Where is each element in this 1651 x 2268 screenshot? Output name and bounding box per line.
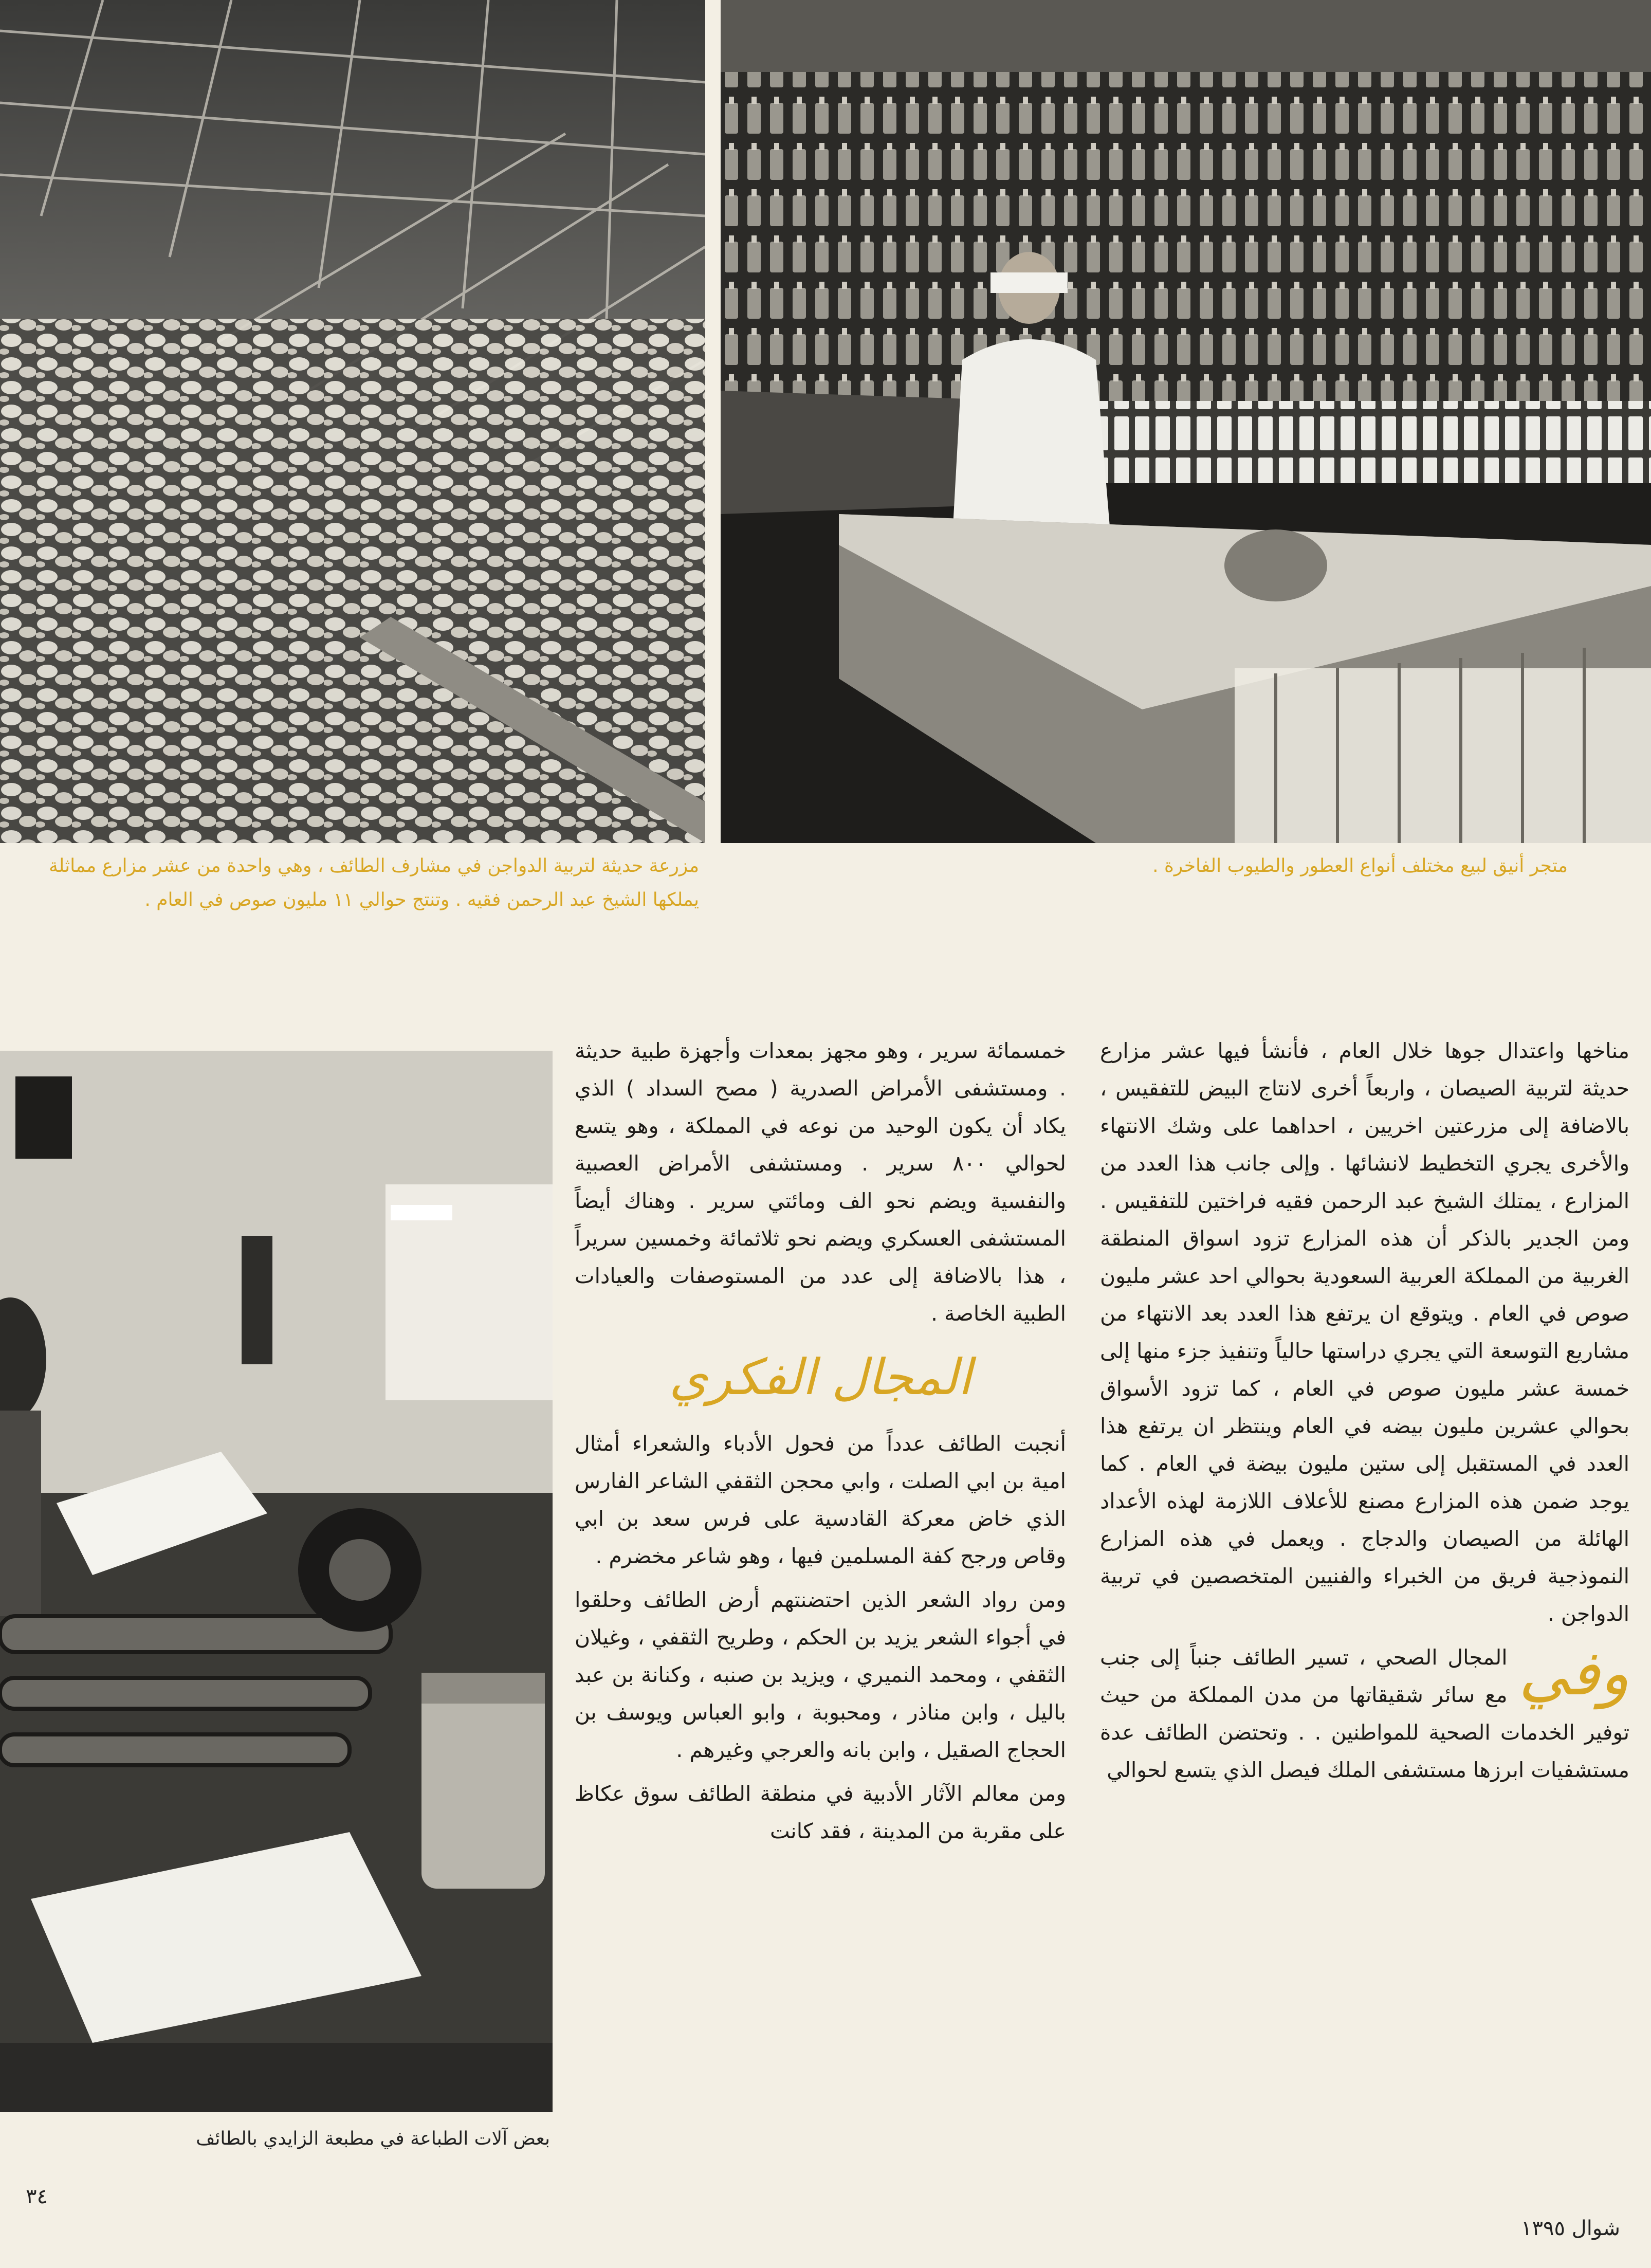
middle-paragraph-2: أنجبت الطائف عدداً من فحول الأدباء والشعراء أمثال امية بن ابي الصلت ، وابي محجن الثقفي الشاعر الفارس الذي خاض معركة القادسية على فرس سعد بن ابي وقاص ورجح كفة المسلمين فيها ، وهو شاعر مخضرم . [575, 1431, 1066, 1568]
perfume-photo-caption: متجر أنيق لبيع مختلف أنواع العطور والطيوب الفاخرة . [1152, 855, 1568, 876]
section-heading-intellectual: المجال الفكري [669, 1348, 972, 1406]
issue-date: شوال ١٣٩٥ [1520, 2217, 1620, 2240]
article-right-column [1100, 1032, 1629, 1795]
page-number: ٣٤ [26, 2185, 48, 2208]
poultry-farm-photo [0, 0, 705, 843]
article-middle-column [575, 1032, 1066, 1856]
middle-paragraph-4: ومن معالم الآثار الأدبية في منطقة الطائف سوق عكاظ على مقربة من المدينة ، فقد كانت [575, 1781, 1066, 1843]
right-paragraph-2 [1100, 1639, 1629, 1789]
middle-paragraph-3: ومن رواد الشعر الذين احتضنتهم أرض الطائف وحلقوا في أجواء الشعر يزيد بن الحكم ، وطريح الثقفي ، وغيلان الثقفي ، ومحمد النميري ، ويزيد بن صنبه ، وكنانة بن عبد باليل ، وابن مناذر ، ومحبوبة ، وابو العباس ويوسف بن الحجاج الصقيل ، وابن بانه والعرجي وغيرهم . [575, 1587, 1066, 1762]
printing-photo-caption: بعض آلات الطباعة في مطبعة الزايدي بالطائف [196, 2128, 550, 2149]
right-paragraph-1: مناخها واعتدال جوها خلال العام ، فأنشأ فيها عشر مزارع حديثة لتربية الصيصان ، واربعاً أخرى لانتاج البيض للتفقيس ، بالاضافة إلى مزرعتين اخريين ، احداهما على وشك الانتهاء والأخرى يجري التخطيط لانشائها . وإلى جانب هذا العدد من المزارع ، يمتلك الشيخ عبد الرحمن فقيه فراختين للتفقيس . ومن الجدير بالذكر أن هذه المزارع تزود اسواق المنطقة الغربية من المملكة العربية السعودية بحوالي احد عشر مليون صوص في العام . ويتوقع ان يرتفع هذا العدد بعد الانتهاء من مشاريع التوسعة التي يجري دراستها حالياً وتنفيذ جزء منها إلى خمسة عشر مليون صوص في العام ، كما تزود الأسواق بحوالي عشرين مليون بيضه في العام وينتظر ان يرتفع هذا العدد في المستقبل إلى ستين مليون بيضة في العام . كما يوجد ضمن هذه المزارع مصنع للأعلاف اللازمة لهذه الأعداد الهائلة من الصيصان والدجاج . ويعمل في هذه المزارع النموذجية فريق من الخبراء والفنيين المتخصصين في تربية الدواجن . [1100, 1038, 1629, 1626]
printing-press-photo [0, 1051, 553, 2112]
perfume-shop-photo [721, 0, 1651, 843]
right-paragraph-2-text: المجال الصحي ، تسير الطائف جنباً إلى جنب مع سائر شقيقاتها من مدن المملكة من حيث توفير الخدمات الصحية للمواطنين . . وتحتضن الطائف عدة مستشفيات ابرزها مستشفى الملك فيصل الذي يتسع لحوالي [1100, 1645, 1629, 1782]
poultry-photo-caption: مزرعة حديثة لتربية الدواجن في مشارف الطائف ، وهي واحدة من عشر مزارع مماثلة يملكها الشيخ عبد الرحمن فقيه . وتنتج حوالي ١١ مليون صوص في العام . [48, 855, 699, 910]
middle-paragraph-1: خمسمائة سرير ، وهو مجهز بمعدات وأجهزة طبية حديثة . ومستشفى الأمراض الصدرية ( مصح السداد ) الذي يكاد أن يكون الوحيد من نوعه في المملكة ، وهو يتسع لحوالي ٨٠٠ سرير . ومستشفى الأمراض العصبية والنفسية ويضم نحو الف ومائتي سرير . وهناك أيضاً المستشفى العسكري ويضم نحو ثلاثمائة وخمسين سريراً ، هذا بالاضافة إلى عدد من المستوصفات والعيادات الطبية الخاصة . [575, 1038, 1066, 1326]
dropcap: وفي [1518, 1638, 1629, 1709]
